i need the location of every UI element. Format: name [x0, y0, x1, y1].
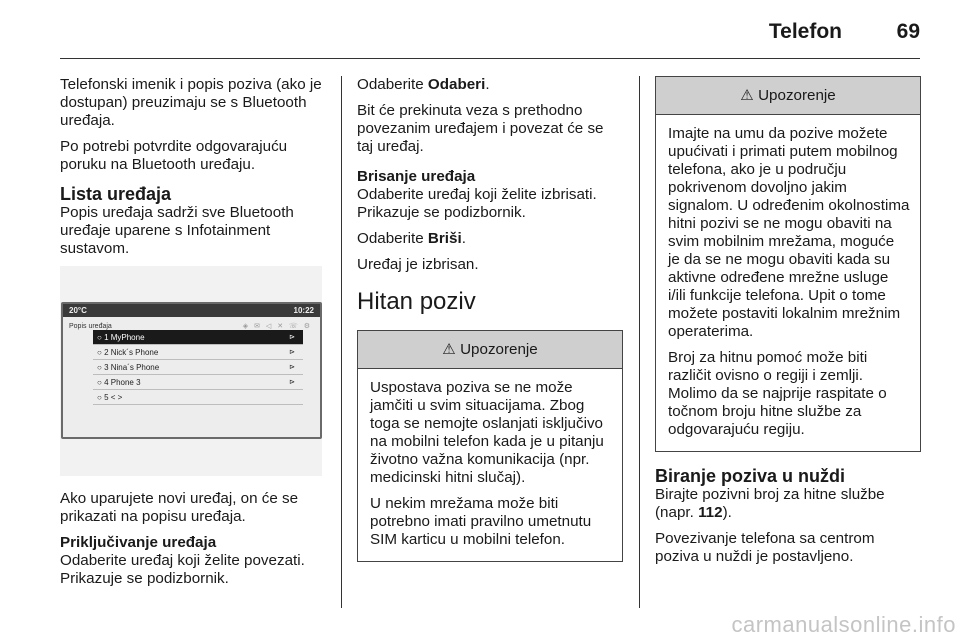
- paragraph: Bit će prekinuta veza s prethodno povezanim uređajem i povezat će se taj uređaj.: [357, 102, 604, 155]
- chevron-right-icon: ⊳: [289, 334, 295, 341]
- header-rule: [60, 58, 920, 59]
- device-row-selected[interactable]: [93, 330, 303, 345]
- clock-readout: 10:22: [293, 306, 314, 315]
- device-row[interactable]: [93, 375, 303, 390]
- device-row[interactable]: [93, 390, 303, 405]
- subheading-connect-device: Priključivanje uređaja: [60, 534, 217, 551]
- panel-title: Popis uređaja: [69, 323, 112, 330]
- paragraph: Broj za hitnu pomoć može biti različit ovisno o regiji i zemlji. Molimo da se najprije raspitate o točnom broju hitne službe za odgovarajuću regiju.: [668, 349, 887, 438]
- warning-triangle-icon: ⚠: [740, 87, 754, 104]
- warning-box: [357, 330, 623, 562]
- paragraph: Ako uparujete novi uređaj, on će se prikazati na popisu uređaja.: [60, 490, 299, 525]
- section-heading-emergency-dialing: Biranje poziva u nuždi: [655, 466, 846, 486]
- device-list-panel: [63, 317, 320, 437]
- column-1: [60, 76, 328, 596]
- warning-box: [655, 76, 921, 452]
- chevron-right-icon: ⊳: [289, 364, 295, 371]
- device-name: ○ 4 Phone 3: [97, 378, 141, 387]
- section-heading-emergency-call: Hitan poziv: [357, 288, 476, 315]
- paragraph: Uspostava poziva se ne može jamčiti u svim situacijama. Zbog toga se nemojte oslanjati isključivo na mobilni telefon kada je u pitanju životno važna komunikacija (npr. medicinski hitni slučaj).: [370, 379, 604, 486]
- watermark: carmanualsonline.info: [731, 612, 956, 637]
- paragraph: Popis uređaja sadrži sve Bluetooth uređaje uparene s Infotainment sustavom.: [60, 204, 294, 257]
- paragraph: Odaberite uređaj koji želite povezati. Prikazuje se podizbornik.: [60, 552, 305, 587]
- warning-body: [358, 369, 622, 561]
- page-title: Telefon: [768, 20, 842, 43]
- column-2: [357, 76, 623, 562]
- paragraph: Uređaj je izbrisan.: [357, 256, 479, 273]
- warning-triangle-icon: ⚠: [442, 341, 456, 358]
- status-icons: ◈ ✉ ◁ ✕ ☏ ⚙: [242, 323, 312, 330]
- warning-body: [656, 115, 920, 451]
- chevron-right-icon: ⊳: [289, 349, 295, 356]
- section-heading-device-list: Lista uređaja: [60, 184, 172, 204]
- paragraph: Imajte na umu da pozive možete upućivati i primati putem mobilnog telefona, ako je u području pokrivenom dovoljno jakim signalom. U određenim okolnostima hitni pozivi se ne mogu obaviti na svim mobilnim mrežama, moguće je da se ne mogu obaviti kada su aktivne određene mrežne usluge i/ili funkcije telefona. Upit o tome možete postaviti lokalnim mrežnim operaterima.: [668, 125, 910, 340]
- column-divider-1: [341, 76, 342, 608]
- column-divider-2: [639, 76, 640, 608]
- paragraph: Odaberite Briši.: [357, 230, 466, 247]
- paragraph: Birajte pozivni broj za hitne službe (napr. 112).: [655, 486, 885, 521]
- warning-header: ⚠ Upozorenje: [358, 331, 622, 369]
- device-list-illustration: [60, 266, 322, 476]
- device-row[interactable]: [93, 360, 303, 375]
- device-row[interactable]: [93, 345, 303, 360]
- paragraph: Telefonski imenik i popis poziva (ako je dostupan) preuzimaju se s Bluetooth uređaja.: [60, 76, 322, 129]
- chevron-right-icon: ⊳: [289, 379, 295, 386]
- page-header: [60, 18, 920, 58]
- paragraph: Povezivanje telefona sa centrom poziva u nuždi je postavljeno.: [655, 530, 875, 565]
- device-name: ○ 3 Nina´s Phone: [97, 363, 160, 372]
- temperature-readout: 20°C: [69, 306, 87, 315]
- page-number: 69: [896, 20, 920, 43]
- device-name: ○ 1 MyPhone: [97, 333, 145, 342]
- device-name: ○ 2 Nick´s Phone: [97, 348, 159, 357]
- device-list: [93, 330, 303, 405]
- column-3: [655, 76, 921, 574]
- paragraph: Po potrebi potvrdite odgovarajuću poruku na Bluetooth uređaju.: [60, 138, 288, 173]
- paragraph: Odaberite uređaj koji želite izbrisati. Prikazuje se podizbornik.: [357, 186, 597, 221]
- device-name: ○ 5 < >: [97, 393, 123, 402]
- status-bar: [63, 304, 320, 317]
- subheading-delete-device: Brisanje uređaja: [357, 168, 476, 185]
- infotainment-screen: [61, 302, 322, 439]
- warning-header: ⚠ Upozorenje: [656, 77, 920, 115]
- paragraph: Odaberite Odaberi.: [357, 76, 490, 93]
- paragraph: U nekim mrežama može biti potrebno imati pravilno umetnutu SIM karticu u mobilni telefon.: [370, 495, 592, 548]
